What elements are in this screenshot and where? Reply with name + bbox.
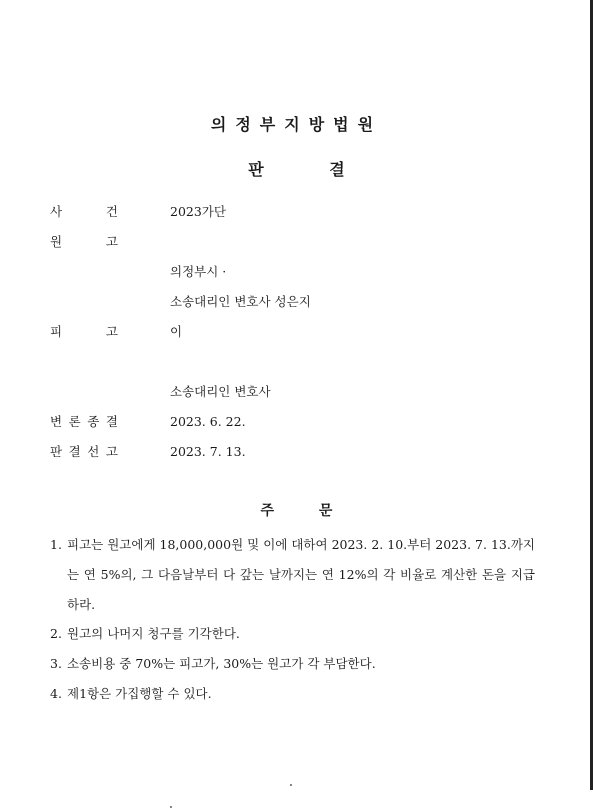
- order-item-text: 제1항은 가집행할 수 있다.: [67, 686, 212, 701]
- party-label: [50, 442, 118, 462]
- party-label-char: 선: [87, 444, 100, 459]
- order-item-number: 3.: [50, 656, 62, 671]
- party-value: 2023가단: [170, 204, 226, 219]
- order-item: [50, 619, 535, 649]
- party-row: [0, 232, 593, 252]
- party-value: 이: [170, 324, 183, 339]
- order-item-number: 4.: [50, 686, 62, 701]
- party-label: [50, 202, 118, 222]
- party-label: [50, 232, 118, 252]
- scan-speck: [290, 784, 292, 786]
- order-item: [50, 530, 535, 620]
- party-row: [0, 442, 593, 462]
- order-item-text: 피고는 원고에게 18,000,000원 및 이에 대하여 2023. 2. 10.부터 2023. 7. 13.까지는 연 5%의, 그 다음날부터 다 갚는 날까지는 연 12%의 각 비율로 계산한 돈을 지급하라.: [67, 537, 535, 612]
- party-label-char: 피: [50, 324, 63, 339]
- party-value: 2023. 7. 13.: [170, 444, 246, 459]
- party-label: [50, 412, 118, 432]
- party-value: 소송대리인 변호사 성은지: [170, 294, 311, 309]
- court-name: 의정부지방법원: [210, 115, 383, 134]
- party-label-char: 고: [105, 324, 118, 339]
- party-label-char: 고: [105, 234, 118, 249]
- order-title: 주 문: [260, 503, 333, 519]
- document-title: 판 결: [248, 160, 345, 179]
- party-label-char: 변: [50, 414, 63, 429]
- party-value: 2023. 6. 22.: [170, 414, 246, 429]
- order-item-number: 2.: [50, 626, 62, 641]
- party-row: [0, 202, 593, 222]
- order-item-text: 소송비용 중 70%는 피고가, 30%는 원고가 각 부담한다.: [67, 656, 376, 671]
- party-row: [0, 382, 593, 402]
- party-label-char: 론: [68, 414, 81, 429]
- party-row: [0, 262, 593, 282]
- party-row: [0, 292, 593, 312]
- party-row: [0, 322, 593, 342]
- order-item-text: 원고의 나머지 청구를 기각한다.: [67, 626, 240, 641]
- party-value: 소송대리인 변호사: [170, 384, 271, 399]
- scan-speck: [170, 806, 172, 808]
- party-label-char: 결: [105, 414, 118, 429]
- party-label-char: 결: [68, 444, 81, 459]
- party-label: [50, 322, 118, 342]
- party-label-char: 판: [50, 444, 63, 459]
- order-item: [50, 649, 535, 679]
- order-item: [50, 679, 535, 709]
- order-item-number: 1.: [50, 537, 62, 552]
- party-label-char: 고: [105, 444, 118, 459]
- party-label-char: 사: [50, 204, 63, 219]
- party-value: 의정부시 ·: [170, 264, 227, 279]
- party-label-char: 종: [87, 414, 100, 429]
- party-row: [0, 412, 593, 432]
- party-label-char: 원: [50, 234, 63, 249]
- party-label-char: 건: [105, 204, 118, 219]
